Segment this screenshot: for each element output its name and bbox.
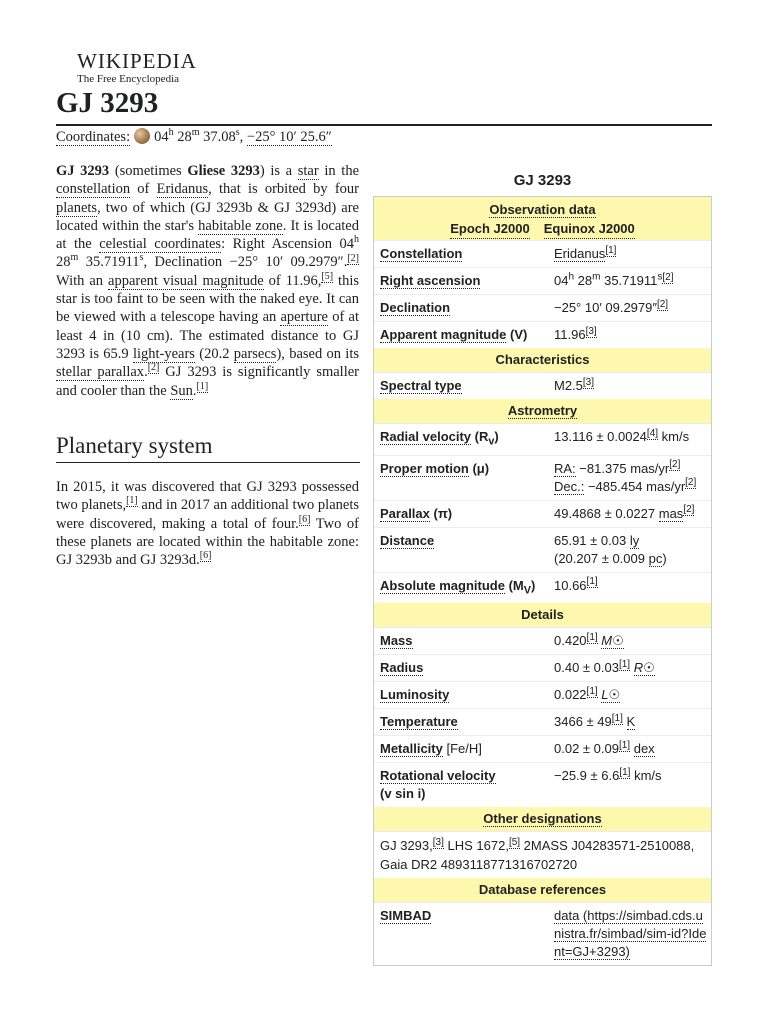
row-constellation: Constellation Eridanus[1] bbox=[374, 240, 711, 267]
ref-6[interactable]: [6] bbox=[199, 550, 212, 562]
link-stellar-parallax[interactable]: stellar parallax bbox=[56, 364, 145, 381]
row-proper-motion: Proper motion (μ) RA: −81.375 mas/yr[2] Dec.: −485.454 mas/yr[2] bbox=[374, 455, 711, 500]
row-temperature: Temperature 3466 ± 49[1] K bbox=[374, 708, 711, 735]
simbad-data-link[interactable]: data (https://simbad.cds.unistra.fr/simbad/sim-id?Ident=GJ+3293) bbox=[554, 908, 707, 960]
other-designations-header: Other designations bbox=[374, 807, 711, 831]
infobox bbox=[373, 168, 712, 966]
row-radial-velocity: Radial velocity $(R_v)$ 13.116 ± 0.0024[4] km/s bbox=[374, 423, 711, 455]
link-light-years[interactable]: light-years bbox=[132, 345, 195, 362]
row-right-ascension: Right ascension 04$^h$ 28$^m$ $35.71911^{s[2]}$ bbox=[374, 267, 711, 294]
ref-1[interactable]: [1] bbox=[126, 495, 138, 507]
coordinates-ra[interactable]: 04$^h$ 28$^m$ 37.08$^s$ bbox=[154, 127, 240, 145]
link-habitable-zone[interactable]: habitable zone bbox=[198, 217, 283, 234]
lead-paragraph: GJ 3293 (sometimes Gliese 3293) is a star in the constellation of Eridanus, that is orbited by four planets, two of which (GJ 3293b & GJ 3293d) are located within the star's habitable zone. It is located at the celestial coordinates: Right Ascension 04$^h$ 28$^m$ 35.71911$^s$, Declination −25° 10′ 09.2979″.[2] With an apparent visual magnitude of 11.96,[5] this star is too faint to be seen with the naked eye. It can be viewed with a telescope having an aperture of at least 4 in (10 cm). The estimated distance to GJ 3293 is 65.9 light-years (20.2 parsecs), based on its stellar parallax.[2] GJ 3293 is significantly smaller and cooler than the Sun.[1] bbox=[56, 163, 360, 399]
coordinates-line: Coordinates: 04$^h$ 28$^m$ $37.08^s$, −25° 10′ 25.6″ bbox=[56, 127, 332, 145]
row-rotational-velocity: Rotational velocity (v sin i) −25.9 ± 6.6[1] km/s bbox=[374, 762, 711, 807]
link-aperture[interactable]: aperture bbox=[280, 309, 328, 326]
row-declination: Declination −25° 10′ 09.2979″[2] bbox=[374, 294, 711, 321]
ref-1[interactable]: [1] bbox=[196, 380, 209, 392]
designations-list: GJ 3293,[3] LHS 1672,[5] 2MASS J04283571-2510088, Gaia DR2 4893118771316702720 bbox=[374, 831, 711, 878]
astrometry-header: Astrometry bbox=[374, 399, 711, 423]
ref-2[interactable]: [2] bbox=[347, 252, 359, 264]
infobox-table bbox=[373, 196, 712, 966]
row-spectral-type: Spectral type M2.5[3] bbox=[374, 372, 711, 399]
row-metallicity: Metallicity [Fe/H] 0.02 ± 0.09[1] dex bbox=[374, 735, 711, 762]
page-title: GJ 3293 bbox=[56, 87, 159, 119]
globe-icon[interactable] bbox=[134, 128, 150, 144]
link-constellation[interactable]: constellation bbox=[56, 181, 131, 198]
observation-data-link[interactable]: Observation data bbox=[489, 202, 596, 217]
characteristics-header: Characteristics bbox=[374, 348, 711, 372]
row-radius: Radius 0.40 ± 0.03[1] R☉ bbox=[374, 654, 711, 681]
link-parsecs[interactable]: parsecs bbox=[233, 345, 277, 362]
link-celestial-coordinates[interactable]: celestial coordinates bbox=[99, 236, 222, 253]
epoch-link[interactable]: Epoch J2000 bbox=[450, 219, 530, 239]
section-divider bbox=[56, 462, 360, 463]
section-heading-planetary-system: Planetary system bbox=[56, 433, 213, 458]
link-star[interactable]: star bbox=[297, 163, 319, 179]
row-luminosity: Luminosity 0.022[1] L☉ bbox=[374, 681, 711, 708]
link-planets[interactable]: planets bbox=[56, 199, 98, 216]
database-references-header: Database references bbox=[374, 878, 711, 902]
planetary-system-paragraph: In 2015, it was discovered that GJ 3293 possessed two planets,[1] and in 2017 an additional two planets were discovered, making a total of four.[6] Two of these planets are located within the habitable zone: GJ 3293b and GJ 3293d.[6] bbox=[56, 479, 359, 569]
row-apparent-magnitude: Apparent magnitude (V) 11.96[3] bbox=[374, 321, 711, 348]
row-absolute-magnitude: Absolute magnitude $(M_V)$ 10.66[1] bbox=[374, 572, 711, 604]
wikipedia-wordmark: WIKIPEDIA bbox=[77, 49, 197, 73]
row-mass: Mass 0.420[1] M☉ bbox=[374, 627, 711, 654]
title-divider bbox=[56, 124, 712, 126]
wikipedia-tagline: The Free Encyclopedia bbox=[77, 73, 180, 85]
ref-2[interactable]: [2] bbox=[147, 362, 160, 374]
link-apparent-visual-magnitude[interactable]: apparent visual magnitude bbox=[108, 272, 264, 289]
wikipedia-logo[interactable] bbox=[77, 50, 197, 85]
row-distance: Distance 65.91 ± 0.03 ly (20.207 ± 0.009 pc) bbox=[374, 527, 711, 572]
infobox-caption: GJ 3293 bbox=[513, 172, 572, 189]
equinox-link[interactable]: Equinox J2000 bbox=[544, 219, 635, 239]
coordinates-dec[interactable]: −25° 10′ 25.6″ bbox=[246, 129, 332, 145]
link-sun[interactable]: Sun bbox=[170, 382, 193, 399]
link-eridanus[interactable]: Eridanus bbox=[156, 181, 209, 198]
ref-6[interactable]: [6] bbox=[298, 513, 311, 525]
row-parallax: Parallax (π) 49.4868 ± 0.0227 mas[2] bbox=[374, 500, 711, 527]
row-simbad: SIMBAD data (https://simbad.cds.unistra.fr/simbad/sim-id?Ident=GJ+3293) bbox=[374, 902, 711, 965]
observation-data-header bbox=[374, 197, 711, 240]
ref-5[interactable]: [5] bbox=[321, 270, 334, 282]
details-header: Details bbox=[374, 603, 711, 627]
coordinates-label[interactable]: Coordinates: bbox=[56, 129, 131, 145]
